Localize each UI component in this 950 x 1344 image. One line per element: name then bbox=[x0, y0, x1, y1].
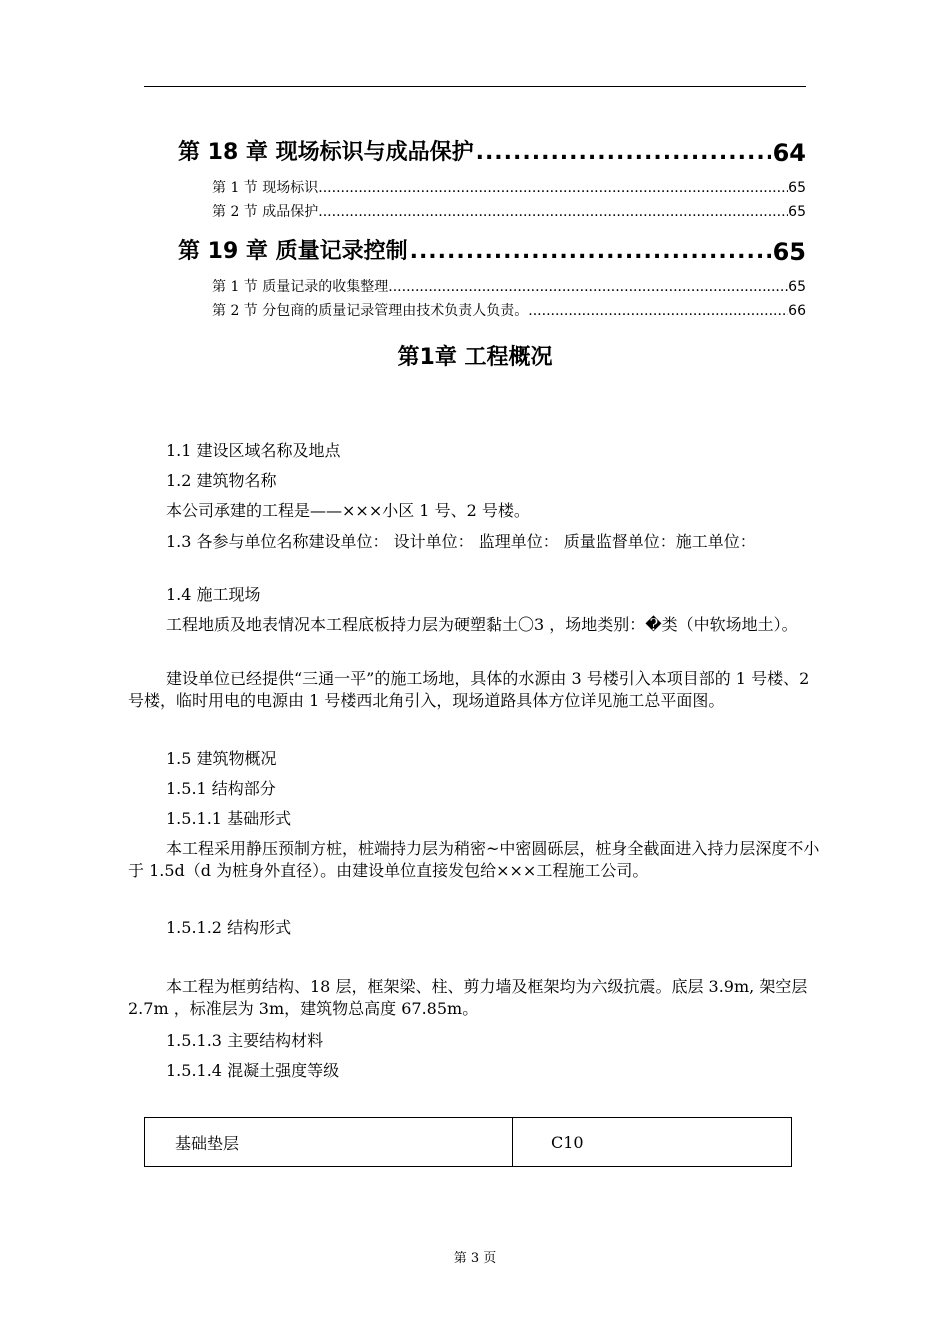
toc-section-title: 第 2 节 成品保护 bbox=[212, 204, 319, 220]
toc-chapter-title: 第 19 章 质量记录控制 bbox=[178, 239, 408, 264]
toc-leader bbox=[318, 202, 788, 222]
table-cell-grade: C10 bbox=[551, 1132, 584, 1152]
toc-section[interactable] bbox=[212, 176, 806, 198]
toc-section-page: 66 bbox=[788, 303, 806, 319]
header-rule bbox=[144, 86, 806, 87]
paragraph: 本工程采用静压预制方桩，桩端持力层为稍密~中密圆砾层，桩身全截面进入持力层深度不小于 1.5d（d 为桩身外直径）。由建设单位直接发包给×××工程施工公司。 bbox=[128, 839, 820, 880]
toc-leader bbox=[528, 301, 788, 321]
paragraph: 工程地质及地表情况本工程底板持力层为硬塑黏土〇3 ，场地类别：�类（中软场地土）。 bbox=[166, 615, 798, 634]
paragraph: 本工程为框剪结构、18 层，框架梁、柱、剪力墙及框架均为六级抗震。底层 3.9m, 架空层 2.7m ，标准层为 3m，建筑物总高度 67.85m。 bbox=[128, 977, 808, 1018]
toc-section-title: 第 2 节 分包商的质量记录管理由技术负责人负责。 bbox=[212, 303, 529, 319]
toc-section[interactable] bbox=[212, 275, 806, 297]
chapter-title: 第1章 工程概况 bbox=[397, 345, 553, 370]
toc-chapter-title: 第 18 章 现场标识与成品保护 bbox=[178, 140, 474, 165]
section-heading: 1.1 建设区域名称及地点 bbox=[166, 441, 341, 460]
section-heading: 1.5.1.3 主要结构材料 bbox=[166, 1031, 324, 1050]
toc-section-page: 65 bbox=[788, 180, 806, 196]
paragraph: 建设单位已经提供“三通一平”的施工场地，具体的水源由 3 号楼引入本项目部的 1 号楼、2 号楼，临时用电的电源由 1 号楼西北角引入，现场道路具体方位详见施工总平面图。 bbox=[128, 669, 810, 710]
toc-section[interactable] bbox=[212, 299, 806, 321]
table-cell-item: 基础垫层 bbox=[145, 1118, 513, 1166]
paragraph: 1.3 各参与单位名称建设单位： 设计单位： 监理单位： 质量监督单位：施工单位： bbox=[166, 532, 756, 551]
section-heading: 1.5.1.4 混凝土强度等级 bbox=[166, 1061, 340, 1080]
section-heading: 1.2 建筑物名称 bbox=[166, 471, 277, 490]
section-heading: 1.5.1 结构部分 bbox=[166, 779, 276, 798]
section-heading: 1.4 施工现场 bbox=[166, 585, 261, 604]
toc-section-page: 65 bbox=[788, 204, 806, 220]
toc-chapter-19[interactable] bbox=[178, 233, 806, 267]
concrete-grade-table bbox=[144, 1117, 792, 1167]
section-heading: 1.5 建筑物概况 bbox=[166, 749, 277, 768]
toc-section-title: 第 1 节 现场标识 bbox=[212, 180, 319, 196]
section-heading: 1.5.1.1 基础形式 bbox=[166, 809, 292, 828]
toc-chapter-page: 65 bbox=[772, 238, 806, 266]
section-heading: 1.5.1.2 结构形式 bbox=[166, 918, 292, 937]
toc-section-page: 65 bbox=[788, 279, 806, 295]
toc-leader bbox=[318, 178, 788, 198]
toc-leader bbox=[476, 138, 771, 168]
page-number: 第 3 页 bbox=[453, 1251, 497, 1266]
toc-leader bbox=[388, 277, 788, 297]
toc-leader bbox=[410, 237, 771, 267]
toc-section-title: 第 1 节 质量记录的收集整理 bbox=[212, 279, 389, 295]
paragraph: 本公司承建的工程是——×××小区 1 号、2 号楼。 bbox=[166, 501, 530, 520]
toc-chapter-page: 64 bbox=[772, 139, 806, 167]
toc-chapter-18[interactable] bbox=[178, 134, 806, 168]
toc-section[interactable] bbox=[212, 200, 806, 222]
